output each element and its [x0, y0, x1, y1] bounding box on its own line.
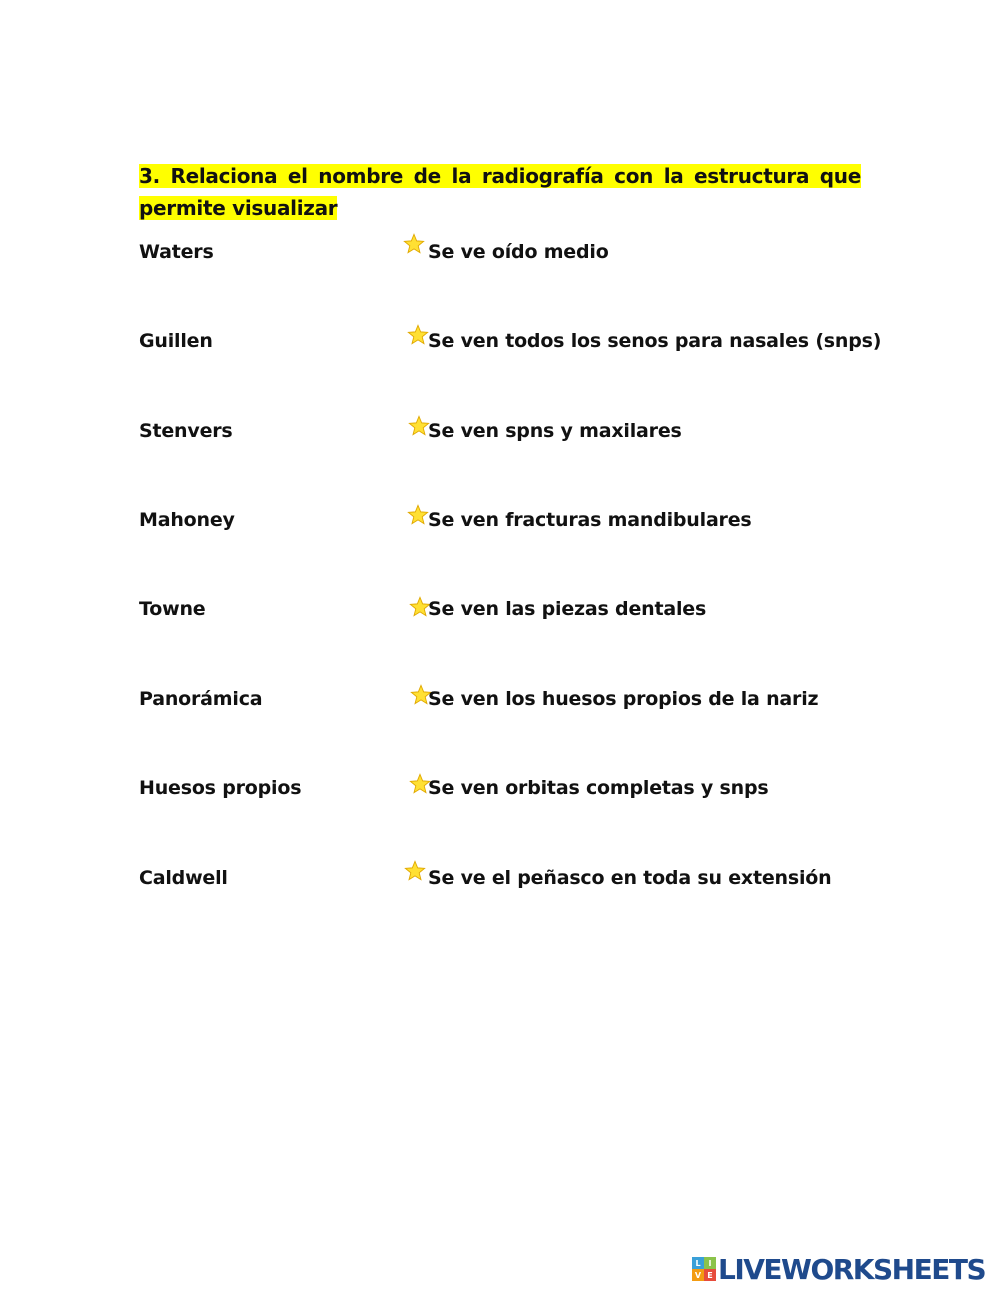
match-row: [0, 505, 1000, 535]
left-term: Towne: [139, 598, 206, 620]
liveworksheets-brand: [692, 1253, 985, 1285]
right-definition: Se ve el peñasco en toda su extensión: [428, 867, 832, 889]
star-icon[interactable]: [407, 324, 429, 346]
left-term: Guillen: [139, 330, 213, 352]
question-text: 3. Relaciona el nombre de la radiografía con la estructura que permite visualizar: [139, 164, 861, 220]
liveworksheets-logo-icon: [692, 1257, 716, 1281]
left-term: Stenvers: [139, 420, 233, 442]
match-row: [0, 237, 1000, 267]
brand-name: LIVEWORKSHEETS: [718, 1252, 986, 1286]
match-row: [0, 863, 1000, 893]
star-icon[interactable]: [408, 415, 430, 437]
right-definition: Se ven orbitas completas y snps: [428, 777, 769, 799]
right-definition: Se ven fracturas mandibulares: [428, 509, 752, 531]
brand-icon-letter: E: [704, 1269, 716, 1281]
match-row: [0, 773, 1000, 803]
left-term: Huesos propios: [139, 777, 302, 799]
right-definition: Se ven las piezas dentales: [428, 598, 707, 620]
brand-icon-letter: I: [704, 1257, 716, 1269]
left-term: Waters: [139, 241, 214, 263]
right-definition: Se ven los huesos propios de la nariz: [428, 688, 819, 710]
star-icon[interactable]: [404, 860, 426, 882]
right-definition: Se ve oído medio: [428, 241, 609, 263]
star-icon[interactable]: [403, 233, 425, 255]
left-term: Caldwell: [139, 867, 228, 889]
match-row: [0, 326, 1000, 356]
left-term: Panorámica: [139, 688, 263, 710]
star-icon[interactable]: [407, 504, 429, 526]
match-row: [0, 416, 1000, 446]
question-heading: [139, 160, 861, 224]
brand-icon-letter: V: [692, 1269, 704, 1281]
match-row: [0, 684, 1000, 714]
match-row: [0, 594, 1000, 624]
left-term: Mahoney: [139, 509, 235, 531]
right-definition: Se ven spns y maxilares: [428, 420, 682, 442]
right-definition: Se ven todos los senos para nasales (snps): [428, 330, 882, 352]
brand-icon-letter: L: [692, 1257, 704, 1269]
